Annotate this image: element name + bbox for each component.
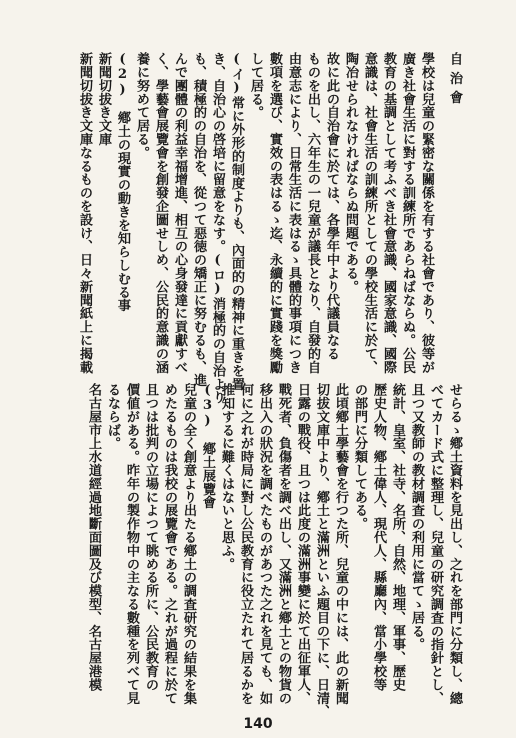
text-column: るならば。 xyxy=(105,383,120,450)
text-column: 數項を選び、實效の表はるゝ迄、永續的に實踐を獎勵 xyxy=(267,52,282,374)
lower-text-block xyxy=(38,383,464,718)
text-column: (イ)常に外形的制度よりも、內面的の精神に重きを置 xyxy=(229,52,244,391)
text-column: 廣き社會生活に對する訓練所であらねばならぬ。公民 xyxy=(400,52,415,374)
text-column: 且つ又教師の教材調査の利用に當てゝ居る。 xyxy=(409,383,424,651)
text-column: 統計、皇室、社寺、名所、自然、地理、軍事、歷史 xyxy=(390,383,405,692)
text-column: 學校は兒童の緊密な關係を有する社會であり、彼等が xyxy=(419,52,434,374)
text-column: 價値がある。昨年の製作物中の主なる數種を列べて見 xyxy=(124,383,139,705)
text-column: 教育の基調として考ふべき社會意識、國家意識、國際 xyxy=(381,52,396,374)
text-column: めたるものは我校の展覽會である。之れが過程に於て xyxy=(162,383,177,705)
text-column: 歷史人物、鄕土偉人、現代人、縣廳內、當小學校等 xyxy=(371,383,386,692)
text-column: 陶冶せられなければならぬ問題である。 xyxy=(343,52,358,294)
page-number: 140 xyxy=(243,716,273,732)
text-column: 養に努めて居る。 xyxy=(134,52,149,160)
text-column: き、自治心の啓培に留意をなす。(ロ)消極的の自治より xyxy=(210,52,225,404)
text-column: 何に之れが時局に對し公民教育に役立たれて居るかを xyxy=(238,383,253,705)
text-column: 推知するに難くはないと思ふ。 xyxy=(219,383,234,571)
text-column: 切拔文庫中より、鄕土と滿洲といふ題目の下に、日清、 xyxy=(314,383,329,718)
text-column: んで團體の利益幸福增進、相互の心身發達に貢獻すべ xyxy=(172,52,187,374)
text-column: 故に此の自治會に於ては、各學年中より代議員なる xyxy=(324,52,339,361)
text-column: 兒童の全く創意より出たる鄕土の調査研究の結果を集 xyxy=(181,383,196,705)
heading-jichikai: 自治會 xyxy=(447,52,462,110)
section-heading-3: (3) 鄕土展覽會 xyxy=(200,383,215,509)
upper-text-block xyxy=(38,52,464,404)
text-column: 名古屋市上水道經過地斷面圖及び模型、名古屋港模 xyxy=(86,383,101,692)
text-column: の部門に分類してある。 xyxy=(352,383,367,531)
text-column: ものを出し、六年生の一兒童が議長となり、自發的自 xyxy=(305,52,320,374)
text-column: 日露の戰役、且つは此度の滿洲事變に於て出征軍人、 xyxy=(295,383,310,705)
text-column: して居る。 xyxy=(248,52,263,119)
text-column: 移出入の狀況を調べたものがあつた之れを見ても、如 xyxy=(257,383,272,705)
subheading-newspaper-library: 新聞切拔き文庫 xyxy=(96,52,111,146)
text-column: も、積極的の自治を、從つて惡徳の矯正に努むるも、進 xyxy=(191,52,206,387)
text-column: 意識は、社會生活の訓練所としての學校生活に於て、 xyxy=(362,52,377,374)
text-column: せらるゝ鄕土資料を見出し、之れを部門に分類し、總 xyxy=(447,383,462,705)
text-column: く、學藝會展覽會を創發企圖せしめ、公民的意識の涵 xyxy=(153,52,168,374)
text-column: 新聞切拔き文庫なるものを設け、日々新聞紙上に揭載 xyxy=(77,52,92,374)
text-column: 此頃鄕土學藝會を行つた所、兒童の中には、此の新聞 xyxy=(333,383,348,705)
text-column: 由意志により、日常生活に表はるゝ具體的事項につき xyxy=(286,52,301,374)
text-column: べてカード式に整理し、兒童の研究調査の指針とし、 xyxy=(428,383,443,705)
text-column: 且つは批判の立場によつて眺める所に、公民教育の xyxy=(143,383,158,692)
section-heading-2: (2) 鄕土の現實の動きを知らしむる事 xyxy=(115,52,130,312)
text-column: 戰死者、負傷者を調べ出し、又滿洲と鄕土との物貨の xyxy=(276,383,291,705)
